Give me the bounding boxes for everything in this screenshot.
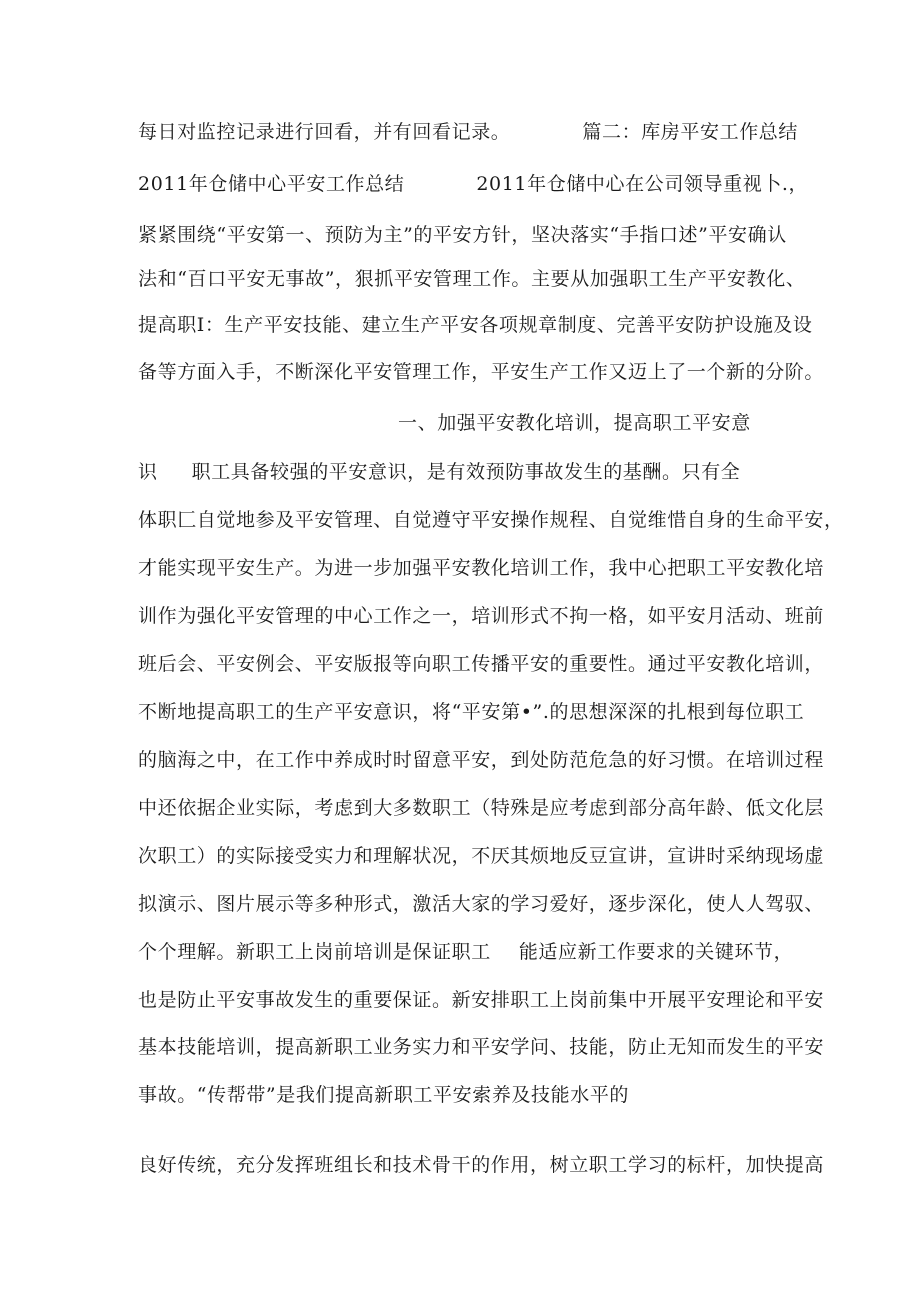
text-line-13: 不断地提高职工的生产平安意识，将“平安第•”.的思想深深的扎根到每位职工 — [138, 701, 805, 723]
text-line-1 — [138, 119, 798, 145]
section-heading: 一、加强平安教化培训，提高职工平安意 — [398, 412, 751, 434]
text-line-20: 基本技能培训，提高新职工业务实力和平安学问、技能，防止无知而发生的平安 — [138, 1036, 825, 1058]
text-line-5: 提高职I：生产平安技能、建立生产平安各项规章制度、完善平安防护设施及设 — [138, 314, 813, 336]
text-line-8 — [138, 459, 740, 485]
text-line-4: 法和“百口平安无事故”，狠抓平安管理工作。主要从加强职工生产平安教化、 — [138, 268, 806, 290]
text-segment: 2011年仓储中心在公司领导重视卜.， — [476, 173, 809, 195]
section-title-inline: 篇二：库房平安工作总结 — [582, 121, 799, 143]
text-line-12: 班后会、平安例会、平安版报等向职工传播平安的重要性。通过平安教化培训， — [138, 653, 825, 675]
text-line-16: 次职工）的实际接受实力和理解状况，不厌其烦地反豆宣讲，宣讲时采纳现场虚 — [138, 845, 825, 867]
report-title: 2011年仓储中心平安工作总结 — [138, 173, 405, 195]
text-line-18 — [138, 939, 793, 965]
text-line-14: 的脑海之中，在工作中养成时时留意平安，到处防范危急的好习惯。在培训过程 — [138, 749, 825, 771]
text-line-22: 良好传统，充分发挥班组长和技术骨干的作用，树立职工学习的标杆，加快提高 — [138, 1154, 825, 1176]
text-line-10: 才能实现平安生产。为进一步加强平安教化培训工作，我中心把职工平安教化培 — [138, 557, 825, 579]
text-line-3: 紧紧围绕“平安第一、预防为主”的平安方针，坚决落实“手指口述”平安确认 — [138, 224, 787, 246]
text-line-21: 事故。“传帮带”是我们提高新职工平安索养及技能水平的 — [138, 1084, 630, 1106]
text-segment: 识 — [138, 461, 158, 483]
text-segment: 个个理解。新职工上岗前培训是保证职工 — [138, 941, 491, 963]
text-line-6: 备等方面入手，不断深化平安管理工作，平安生产工作又迈上了一个新的分阶。 — [138, 361, 825, 383]
text-segment: 职工具备较强的平安意识，是有效预防事故发生的基酬。只有全 — [191, 461, 741, 483]
text-line-19: 也是防止平安事故发生的重要保证。新安排职工上岗前集中开展平安理论和平安 — [138, 989, 825, 1011]
text-segment: 能适应新工作要求的关键环节， — [518, 941, 794, 963]
text-segment: 每日对监控记录进行回看，并有回看记录。 — [138, 121, 511, 143]
text-line-2 — [138, 171, 808, 197]
text-line-9: 体职匚自觉地参及平安管理、自觉遵守平安操作规程、自觉维惜自身的生命平安， — [138, 509, 844, 531]
text-line-11: 训作为强化平安管理的中心工作之一，培训形式不拘一格，如平安月活动、班前 — [138, 605, 825, 627]
text-line-15: 中还依据企业实际，考虑到大多数职工（特殊是应考虑到部分高年龄、低文化层 — [138, 797, 825, 819]
text-line-17: 拟演示、图片展示等多种形式，激活大家的学习爱好，逐步深化，使人人驾驭、 — [138, 893, 825, 915]
